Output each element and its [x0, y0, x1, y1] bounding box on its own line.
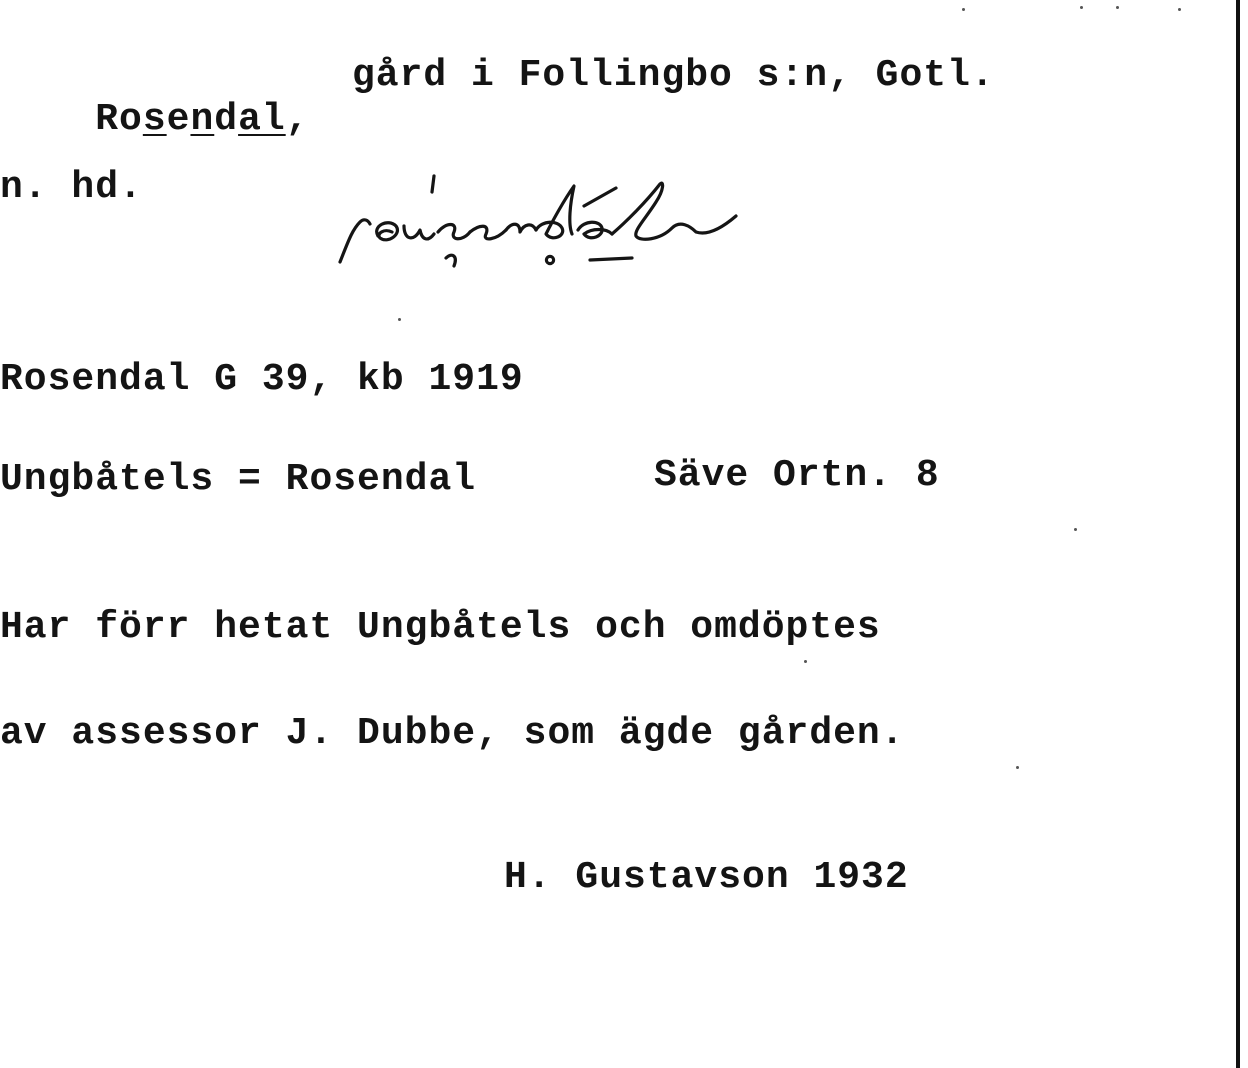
speck	[962, 8, 965, 11]
source-reference: Säve Ortn. 8	[654, 454, 940, 497]
equivalence-line: Ungbåtels = Rosendal	[0, 458, 477, 501]
speck	[804, 660, 807, 663]
card-edge-line	[1236, 0, 1240, 1068]
history-line-1: Har förr hetat Ungbåtels och omdöptes	[0, 606, 881, 649]
district-line: n. hd.	[0, 166, 143, 209]
speck	[398, 318, 401, 321]
handwritten-pronunciation	[330, 170, 830, 280]
headword-description: gård i Follingbo s:n, Gotl.	[352, 54, 995, 97]
signature: H. Gustavson 1932	[504, 856, 909, 899]
reference-line: Rosendal G 39, kb 1919	[0, 358, 524, 401]
speck	[1116, 6, 1119, 9]
speck	[1080, 6, 1083, 9]
speck	[1074, 528, 1077, 531]
speck	[1178, 8, 1181, 11]
speck	[1016, 766, 1019, 769]
history-line-2: av assessor J. Dubbe, som ägde gården.	[0, 712, 905, 755]
headword: Rosendal,	[95, 98, 310, 141]
